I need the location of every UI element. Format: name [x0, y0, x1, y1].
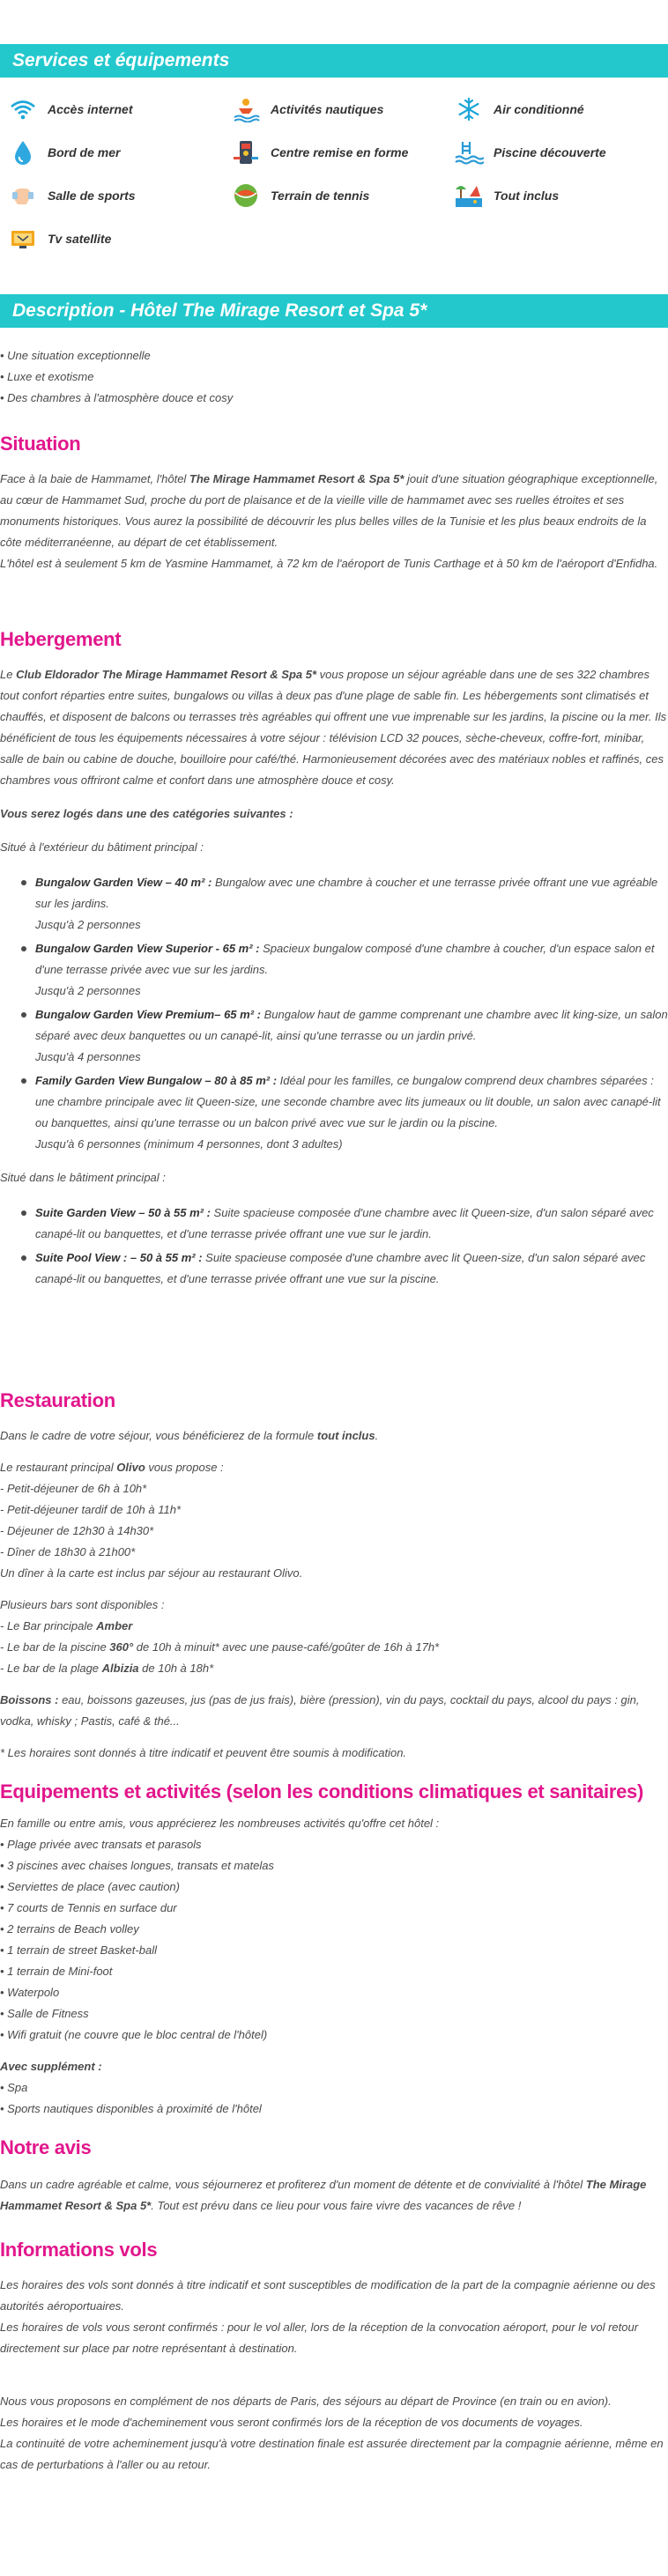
wifi-icon — [7, 96, 39, 122]
bars-list: Plusieurs bars sont disponibles : - Le Bar principale Amber - Le bar de la piscine 360° de 10h à minuit* avec une pause-café/goûter de 16h à 17h* - Le bar de la plage Albizia de 10h à 18h* — [0, 1598, 440, 1675]
service-label: Terrain de tennis — [271, 188, 370, 203]
service-seaside — [7, 137, 230, 167]
service-water-sports — [230, 93, 453, 124]
room-item: Suite Pool View : – 50 à 55 m² : Suite spacieuse composée d'une chambre avec lit Queen-size, d'un salon séparé avec canapé-lit ou banquettes, et d'une terrasse privée offrant une vue sur la piscine. — [35, 1247, 668, 1290]
description-title: Description - Hôtel The Mirage Resort et Spa 5* — [0, 294, 668, 328]
list-item: • Une situation exceptionnelle — [0, 345, 668, 366]
dumbbell-icon — [7, 182, 39, 209]
equipements-section — [0, 1780, 668, 2120]
room-item: Bungalow Garden View Premium– 65 m² : Bungalow haut de gamme comprenant une chambre avec lit king-size, un salon séparé avec deux banquettes ou un canapé-lit, ainsi qu'une terrasse ou un jardin privé. Jusqu'à 4 personnes — [35, 1004, 668, 1068]
tennis-icon — [230, 182, 262, 209]
services-title: Services et équipements — [0, 44, 668, 78]
section-title: Restauration — [0, 1389, 115, 1411]
service-label: Bord de mer — [48, 144, 121, 159]
list-item: • Des chambres à l'atmosphère douce et cosy — [0, 388, 668, 409]
service-fitness-center — [230, 137, 453, 167]
service-tennis — [230, 180, 453, 211]
service-outdoor-pool — [453, 137, 668, 167]
section-title: Informations vols — [0, 2239, 158, 2261]
section-title: Notre avis — [0, 2136, 92, 2158]
water-sports-icon — [230, 96, 262, 122]
outside-rooms-list — [0, 858, 668, 1155]
restaurant-hours: Le restaurant principal Olivo vous propose : - Petit-déjeuner de 6h à 10h* - Petit-déjeuner tardif de 10h à 11h* - Déjeuner de 12h30 à 14h30* - Dîner de 18h30 à 21h00* Un dîner à la carte est inclus par séjour au restaurant Olivo. — [0, 1461, 303, 1580]
all-inclusive-icon — [453, 182, 485, 209]
hours-note: * Les horaires sont donnés à titre indicatif et peuvent être soumis à modification. — [0, 1746, 407, 1759]
room-item: Family Garden View Bungalow – 80 à 85 m² : Idéal pour les familles, ce bungalow comprend deux chambres séparées : une chambre principale avec lit Queen-size, une seconde chambre avec lits jumeaux ou lit double, un salon avec canapé-lit ou banquettes, ainsi qu'une terrasse ou un balcon privé avec vue sur le jardin ou la piscine. Jusqu'à 6 personnes (minimum 4 personnes, dont 3 adultes) — [35, 1070, 668, 1155]
room-item: Bungalow Garden View – 40 m² : Bungalow avec une chambre à coucher et une terrasse privée offrant une vue agréable sur les jardins. Jusqu'à 2 personnes — [35, 872, 668, 936]
activities-list: En famille ou entre amis, vous apprécierez les nombreuses activités qu'offre cet hôtel : • Plage privée avec transats et parasols • 3 piscines avec chaises longues, transats et matelas • Serviettes de place (avec caution) • 7 courts de Tennis en surface dur • 2 terrains de Beach volley • 1 terrain de street Basket-ball • 1 terrain de Mini-foot • Waterpolo • Salle de Fitness • Wifi gratuit (ne couvre que le bloc central de l'hôtel) — [0, 1817, 440, 2041]
service-satellite-tv — [7, 223, 230, 254]
service-label: Piscine découverte — [494, 144, 606, 159]
service-label: Air conditionné — [494, 101, 584, 116]
avis-section — [0, 2136, 668, 2217]
service-label: Centre remise en forme — [271, 144, 409, 159]
service-label: Salle de sports — [48, 188, 136, 203]
service-gym — [7, 180, 230, 211]
section-title: Equipements et activités (selon les conditions climatiques et sanitaires) — [0, 1780, 643, 1802]
avis-text: Dans un cadre agréable et calme, vous séjournerez et profiterez d'un moment de détente et de convivialité à l'hôtel The Mirage Hammamet Resort & Spa 5*. Tout est prévu dans ce lieu pour vous faire vivre des vacances de rêve ! — [0, 2178, 647, 2212]
service-label: Tout inclus — [494, 188, 560, 203]
section-title: Situation — [0, 433, 81, 455]
hebergement-intro: Le Club Eldorador The Mirage Hammamet Resort & Spa 5* vous propose un séjour agréable dans une de ses 322 chambres tout confort réparties entre suites, bungalows ou villas à deux pas d'une plage de sable fin. Les hébergements sont climatisés et chauffés, et disposent de balcons ou terrasses très agréables qui offrent une vue imprenable sur les jardins, la piscine ou la mer. Ils bénéficient de tous les équipements nécessaires à votre séjour : télévision LCD 32 pouces, sèche-cheveux, coffre-fort, minibar, salle de bain ou cabine de douche, bouilloire pour café/thé. Harmonieusement décorées avec des matériaux nobles et raffinés, ces chambres vous offriront calme et confort dans une atmosphère douce et cosy. — [0, 668, 667, 787]
vols-info: Les horaires des vols sont donnés à titre indicatif et sont susceptibles de modification de la part de la compagnie aérienne ou des autorités aéroportuaires. Les horaires de vols vous seront confirmés : pour le vol aller, lors de la réception de la convocation aéroport, pour le vol retour directement sur place par notre représentant à destination. — [0, 2278, 656, 2355]
inside-title: Situé dans le bâtiment principal : — [0, 1171, 166, 1184]
pool-icon — [453, 139, 485, 166]
service-label: Accès internet — [48, 101, 133, 116]
supplement-list: Avec supplément : • Spa • Sports nautiques disponibles à proximité de l'hôtel — [0, 2060, 262, 2115]
tv-icon — [7, 226, 39, 252]
situation-paragraph: Face à la baie de Hammamet, l'hôtel The Mirage Hammamet Resort & Spa 5* jouit d'une situation géographique exceptionnelle, au cœur de Hammamet Sud, proche du port de plaisance et de la vieille ville de hammamet avec ses ruelles étroites et ses monuments historiques. Vous aurez la possibilité de découvrir les plus belles villes de la Tunisie et les plus beaux endroits de la côte méditerranéenne, au départ de cet établissement. L'hôtel est à seulement 5 km de Yasmine Hammamet, à 72 km de l'aéroport de Tunis Carthage et à 50 km de l'aéroport d'Enfidha. — [0, 472, 658, 570]
fitness-icon — [230, 139, 262, 166]
room-item: Suite Garden View – 50 à 55 m² : Suite spacieuse composée d'une chambre avec lit Queen-size, d'un salon séparé avec canapé-lit ou banquettes, et d'une terrasse privée offrant une vue sur le jardin. — [35, 1203, 668, 1245]
service-all-inclusive — [453, 180, 668, 211]
categories-title: Vous serez logés dans une des catégories suivantes : — [0, 807, 293, 820]
service-internet — [7, 93, 230, 124]
service-label: Tv satellite — [48, 231, 112, 246]
water-drop-icon — [7, 139, 39, 166]
vols-section — [0, 2238, 668, 2476]
snowflake-icon — [453, 96, 485, 122]
description-bullets — [0, 328, 668, 409]
restauration-section — [0, 1388, 668, 1764]
situation-section — [0, 432, 668, 574]
services-grid — [0, 78, 668, 254]
room-item: Bungalow Garden View Superior - 65 m² : Spacieux bungalow composé d'une chambre à coucher, d'un espace salon et d'une terrasse privée avec vue sur les jardins. Jusqu'à 2 personnes — [35, 938, 668, 1002]
outside-title: Situé à l'extérieur du bâtiment principal : — [0, 840, 204, 854]
inside-rooms-list — [0, 1188, 668, 1290]
hebergement-section — [0, 627, 668, 1290]
service-air-conditioning — [453, 93, 668, 124]
service-label: Activités nautiques — [271, 101, 384, 116]
list-item: • Luxe et exotisme — [0, 366, 668, 388]
section-title: Hebergement — [0, 628, 122, 650]
vols-province: Nous vous proposons en complément de nos départs de Paris, des séjours au départ de Province (en train ou en avion). Les horaires et le mode d'acheminement vous seront confirmés lors de la réception de vos documents de voyages. La continuité de votre acheminement jusqu'à votre destination finale est assurée directement par la compagnie aérienne, même en cas de perturbations à l'aller ou au retour. — [0, 2395, 664, 2471]
drinks-text: Boissons : eau, boissons gazeuses, jus (pas de jus frais), bière (pression), vin du pays, cocktail du pays, alcool du pays : gin, vodka, whisky ; Pastis, café & thé... — [0, 1693, 640, 1728]
formula-text: Dans le cadre de votre séjour, vous bénéficierez de la formule tout inclus. — [0, 1429, 379, 1442]
